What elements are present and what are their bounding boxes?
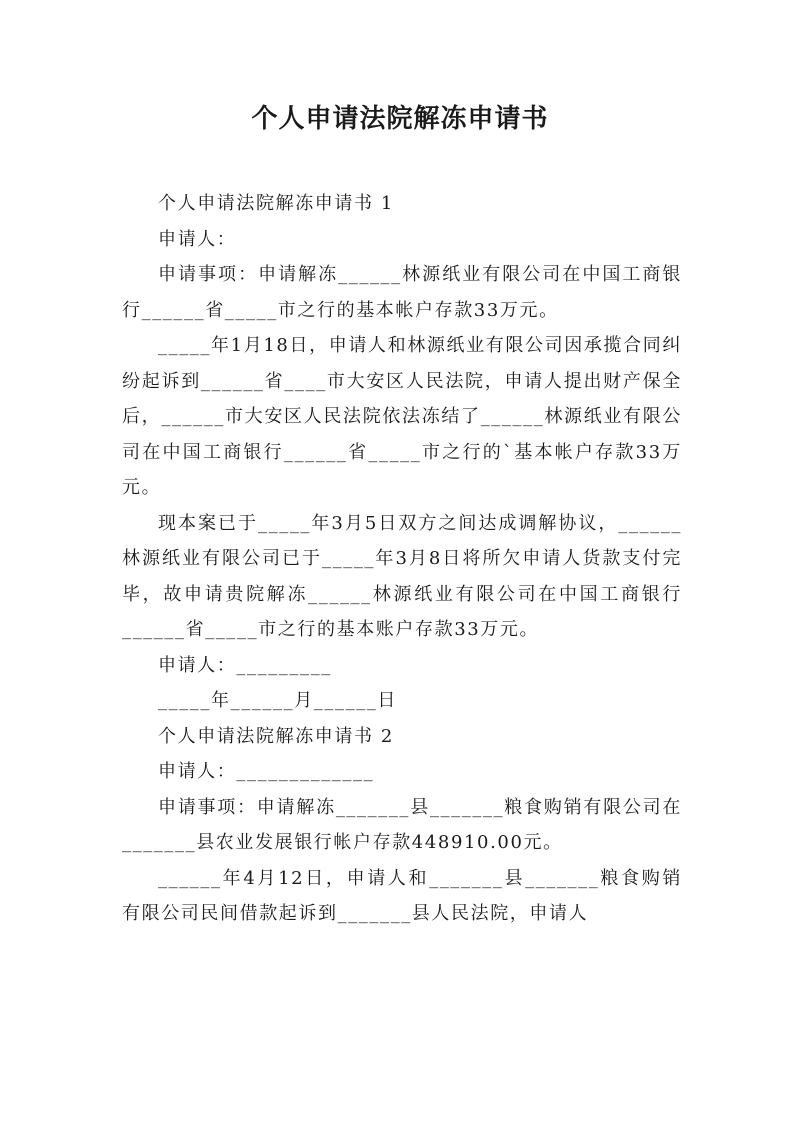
signature-line: 申请人：_________: [158, 654, 332, 676]
applicant-line: 申请人：: [158, 228, 237, 250]
settlement-paragraph: 现本案已于_____年3月5日双方之间达成调解协议，______林源纸业有限公司已于_____年3月8日将所欠申请人货款支付完毕，故申请贵院解冻______林源纸业有限公司在中国工商银行______省_____市之行的基本账户存款33万元。: [122, 512, 682, 640]
section-heading-2: 个人申请法院解冻申请书 2: [158, 725, 394, 747]
facts-paragraph-2: ______年4月12日，申请人和_______县_______粮食购销有限公司民间借款起诉到_______县人民法院，申请人: [122, 867, 682, 924]
document-body: [122, 186, 682, 932]
request-paragraph: 申请事项：申请解冻______林源纸业有限公司在中国工商银行______省_____市之行的基本帐户存款33万元。: [122, 264, 682, 321]
date-line: _____年______月______日: [158, 690, 397, 711]
applicant-line-2: 申请人：_____________: [158, 761, 375, 782]
request-paragraph-2: 申请事项：申请解冻_______县_______粮食购销有限公司在_______县农业发展银行帐户存款448910.00元。: [122, 796, 682, 853]
page-title: 个人申请法院解冻申请书: [251, 104, 549, 134]
section-heading-1: 个人申请法院解冻申请书 1: [158, 193, 394, 214]
facts-paragraph: _____年1月18日，申请人和林源纸业有限公司因承揽合同纠纷起诉到______省____市大安区人民法院，申请人提出财产保全后，______市大安区人民法院依法冻结了______林源纸业有限公司在中国工商银行______省_____市之行的`基本帐户存款33万元。: [122, 335, 682, 498]
